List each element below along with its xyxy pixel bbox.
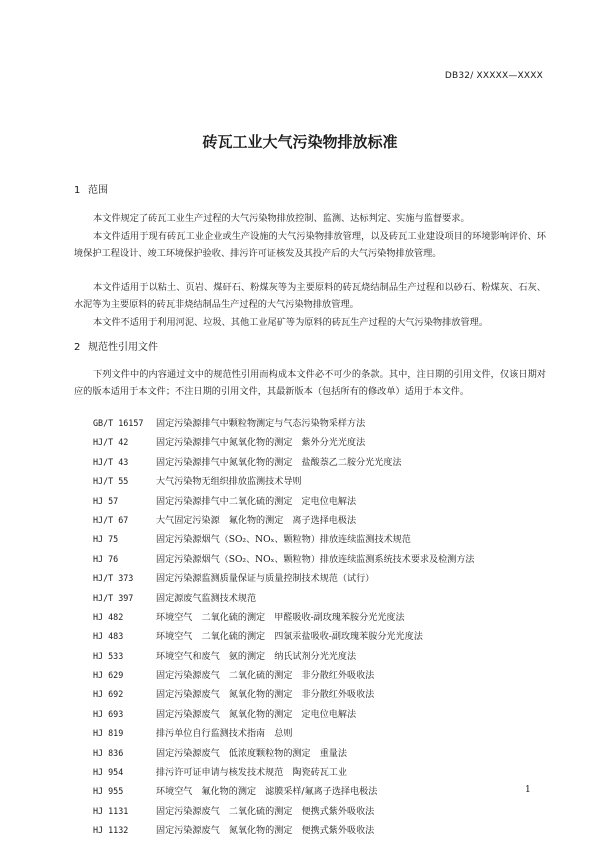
reference-item [93, 511, 475, 530]
reference-item [93, 589, 475, 608]
reference-list [93, 414, 475, 841]
reference-code: HJ 483 [93, 631, 124, 642]
reference-title: 固定污染源烟气（SO₂、NOₓ、颗粒物）排放连续监测技术规范 [156, 535, 411, 546]
section-1-number: 1 [74, 185, 81, 196]
page-number: 1 [525, 785, 531, 795]
reference-code: HJ/T 373 [93, 573, 134, 584]
reference-item [93, 627, 475, 646]
reference-title: 固定污染源废气 二氧化硫的测定 便携式紫外吸收法 [156, 806, 375, 817]
reference-title: 大气污染物无组织排放监测技术导则 [156, 477, 302, 488]
reference-title: 固定污染源排气中氮氧化物的测定 紫外分光光度法 [156, 438, 366, 449]
reference-title: 固定污染源废气 氮氧化物的测定 定电位电解法 [156, 709, 357, 720]
reference-code: HJ 629 [93, 670, 124, 681]
reference-item [93, 666, 475, 685]
reference-title: 排污许可证申请与核发技术规范 陶瓷砖瓦工业 [156, 768, 347, 779]
reference-code: HJ 75 [93, 534, 119, 545]
reference-code: HJ 692 [93, 689, 124, 700]
reference-title: 环境空气 二氧化硫的测定 四氯汞盐吸收-副玫瑰苯胺分光光度法 [156, 632, 423, 643]
reference-code: HJ 836 [93, 747, 124, 758]
reference-title: 环境空气 氟化物的测定 滤膜采样/氟离子选择电极法 [156, 787, 378, 798]
reference-title: 固定污染源排气中颗粒物测定与气态污染物采样方法 [156, 419, 366, 429]
document-code: DB32/ XXXXX—XXXX [444, 71, 543, 81]
scope-paragraph-4: 本文件不适用于利用河泥、垃圾、其他工业尾矿等为原料的砖瓦生产过程的大气污染物排放管理。 [93, 317, 489, 328]
reference-item [93, 608, 475, 627]
reference-item [93, 569, 475, 588]
reference-code: HJ 693 [93, 708, 124, 719]
section-1-heading [74, 181, 108, 196]
reference-title: 固定污染源烟气（SO₂、NOₓ、颗粒物）排放连续监测系统技术要求及检测方法 [156, 554, 475, 565]
reference-item [93, 550, 475, 569]
reference-title: 固定污染源废气 低浓度颗粒物的测定 重量法 [156, 748, 347, 759]
reference-item [93, 472, 475, 491]
section-2-heading [74, 338, 158, 353]
reference-code: HJ/T 55 [93, 476, 129, 487]
reference-item [93, 685, 475, 704]
section-2-number: 2 [74, 342, 81, 353]
reference-title: 固定污染源废气 氮氧化物的测定 非分散红外吸收法 [156, 690, 375, 701]
reference-title: 固定污染源排气中二氧化硫的测定 定电位电解法 [156, 496, 357, 507]
reference-code: HJ 1131 [93, 805, 129, 816]
reference-code: HJ/T 67 [93, 514, 129, 525]
scope-paragraph-2: 本文件适用于现有砖瓦工业企业或生产设施的大气污染物排放管理，以及砖瓦工业建设项目的环境影响评价、环境保护工程设计、竣工环境保护验收、排污许可证核发及其投产后的大气污染物排放管理。 [74, 231, 546, 259]
reference-code: HJ/T 42 [93, 437, 129, 448]
reference-item [93, 744, 475, 763]
reference-title: 大气固定污染源 氟化物的测定 离子选择电极法 [156, 515, 357, 526]
reference-item [93, 453, 475, 472]
reference-title: 排污单位自行监测技术指南 总则 [156, 729, 293, 740]
references-intro: 下列文件中的内容通过文中的规范性引用而构成本文件必不可少的条款。其中，注日期的引用文件，仅该日期对应的版本适用于本文件；不注日期的引用文件，其最新版本（包括所有的修改单）适用于本文件。 [74, 369, 546, 397]
document-title: 砖瓦工业大气污染物排放标准 [202, 133, 398, 151]
reference-item [93, 433, 475, 452]
section-1-title: 范围 [88, 185, 108, 196]
reference-code: HJ/T 397 [93, 592, 134, 603]
reference-item [93, 414, 475, 433]
reference-code: HJ 955 [93, 786, 124, 797]
section-2-title: 规范性引用文件 [88, 342, 158, 353]
reference-title: 环境空气 二氧化硫的测定 甲醛吸收-副玫瑰苯胺分光光度法 [156, 612, 405, 623]
reference-title: 固定污染源废气 氮氧化物的测定 便携式紫外吸收法 [156, 826, 375, 837]
reference-title: 环境空气和废气 氨的测定 纳氏试剂分光光度法 [156, 651, 357, 662]
reference-item [93, 724, 475, 743]
reference-code: HJ/T 43 [93, 456, 129, 467]
reference-item [93, 782, 475, 801]
reference-code: HJ 1132 [93, 825, 129, 836]
reference-item [93, 821, 475, 840]
reference-item [93, 705, 475, 724]
reference-title: 固定污染源监测质量保证与质量控制技术规范（试行） [156, 574, 375, 585]
reference-item [93, 647, 475, 666]
reference-title: 固定源废气监测技术规范 [156, 593, 257, 604]
reference-code: HJ 954 [93, 767, 124, 778]
reference-item [93, 802, 475, 821]
reference-code: HJ 819 [93, 728, 124, 739]
reference-code: HJ 533 [93, 650, 124, 661]
reference-title: 固定污染源排气中氮氧化物的测定 盐酸萘乙二胺分光光度法 [156, 457, 402, 468]
scope-paragraph-1: 本文件规定了砖瓦工业生产过程的大气污染物排放控制、监测、达标判定、实施与监督要求。 [93, 213, 470, 224]
reference-item [93, 763, 475, 782]
reference-code: HJ 482 [93, 611, 124, 622]
reference-code: GB/T 16157 [93, 418, 144, 428]
scope-paragraph-3: 本文件适用于以粘土、页岩、煤矸石、粉煤灰等为主要原料的砖瓦烧结制品生产过程和以砂石、粉煤灰、石灰、水泥等为主要原料的砖瓦非烧结制品生产过程的大气污染物排放管理。 [74, 282, 546, 310]
reference-item [93, 492, 475, 511]
reference-code: HJ 57 [93, 495, 119, 506]
reference-title: 固定污染源废气 二氧化硫的测定 非分散红外吸收法 [156, 671, 375, 682]
reference-item [93, 530, 475, 549]
reference-code: HJ 76 [93, 553, 119, 564]
